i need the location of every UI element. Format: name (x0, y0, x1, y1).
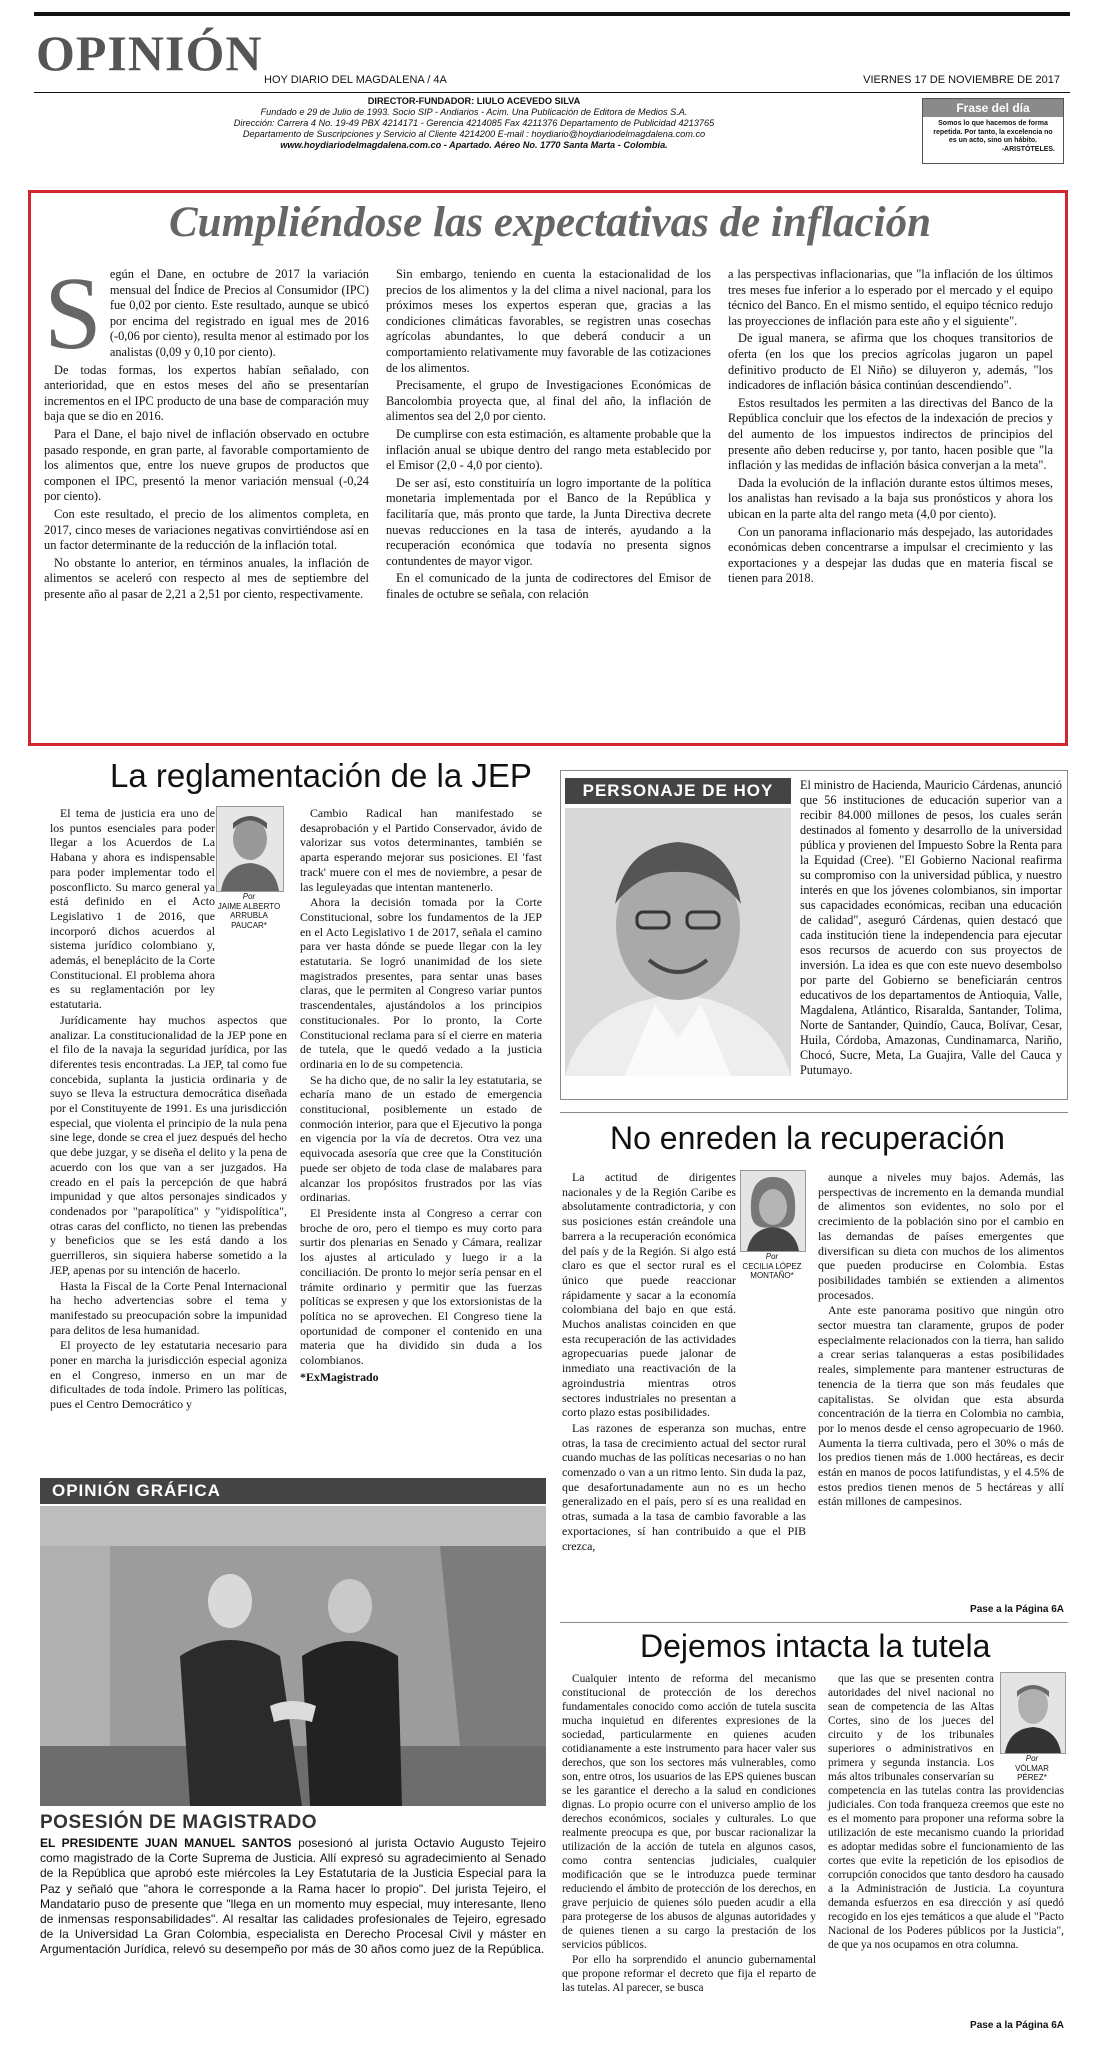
editorial-dropcap: S (44, 256, 102, 371)
jep-paragraph: Ahora la decisión tomada por la Corte Constitucional, sobre los fundamentos de la JEP en el Acto Legislativo 1 de 2017, señala el camino para ver hasta dónde se puede llegar con la ley estatutaria. Se logró unanimidad de los siete magistrados presentes, para sentar unas bases claras, que le permiten al Congreso variar puntos trascendentales, ajustándolos a los principios constitucionales. Por lo pronto, la Corte Constitucional reclama para sí el cierre en materia de tutela, que le quedó vedado a la justicia ordinaria en lo de su competencia. (300, 895, 542, 1071)
tutela-column-2 (828, 1672, 1064, 1953)
info-line-1: Fundado e 29 de Julio de 1993. Socio SIP - Andiarios - Acim. Una Publicación de Editora de Medios S.A. (260, 107, 688, 117)
editorial-paragraph: De igual manera, se afirma que los choques transitorios de oferta (en los que los precios agrícolas jugaron un papel definitivo producto de El Niño) se diluyeron y, además, "los indicadores de inflación básica continúan descendiendo". (728, 331, 1053, 393)
quote-of-day-box (922, 98, 1064, 164)
grafica-photo (40, 1506, 546, 1806)
info-line-4: www.hoydiariodelmagdalena.com.co - Apartado. Aéreo No. 1770 Santa Marta - Colombia. (280, 140, 668, 150)
jep-footnote: *ExMagistrado (300, 1369, 379, 1384)
recuperacion-title: No enreden la recuperación (610, 1120, 1005, 1156)
editorial-paragraph: Para el Dane, el bajo nivel de inflación observado en octubre pasado responde, en gran parte, al favorable comportamiento de los alimentos que, entre los nueve grupos de productos que componen el IPC, presentó la menor variación mensual (-0,24 por ciento). (44, 426, 369, 504)
byline-author: CECILIA LÓPEZ MONTAÑO* (742, 1261, 802, 1280)
jep-paragraph: Hasta la Fiscal de la Corte Penal Internacional ha hecho advertencias sobre el tema y manifestado su preocupación sobre la impunidad para delitos de lesa humanidad. (50, 1278, 287, 1337)
editorial-paragraph: De cumplirse con esta estimación, es altamente probable que la inflación anual se ubique dentro del rango meta establecido por el Emisor (2,0 - 4,0 por ciento). (386, 426, 711, 473)
editorial-paragraph: En el comunicado de la junta de codirectores del Emisor de finales de octubre se señala, con relación (386, 571, 711, 601)
handshake-photo-icon (40, 1506, 546, 1806)
byline-label: Por (765, 1252, 779, 1261)
jep-column-2 (300, 806, 542, 1384)
editorial-paragraph: Sin embargo, teniendo en cuenta la estacionalidad de los precios de los alimentos y la del clima a nivel nacional, para los próximos meses los expertos esperan que, gracias a las condiciones climáticas favorables, se registren unas cosechas agrícolas abundantes, lo que deberá conducir a un comportamiento relativamente muy favorable de las cotizaciones de los alimentos. (386, 267, 711, 375)
personaje-text: El ministro de Hacienda, Mauricio Cárdenas, anunció que 56 instituciones de educación superior van a recibir 84.000 millones de pesos, los cuales serán destinados al fomento y desarrollo de la universidad pública y provienen del Impuesto Sobre la Renta para la Equidad (Cree). "El Gobierno Nacional reafirma su compromiso con la universidad pública, y nuestro interés en que los jóvenes colombianos, sin importar sus capacidades económicas, reciban una educación de calidad", aseguró Cárdenas, quien destacó que cada institución tiene la independencia para ejecutar esos recursos de acuerdo con sus proyectos de inversión. La idea es que con este nuevo desembolso por parte del Gobierno se beneficiarán centros educativos de los departamentos de Antioquia, Valle, Magdalena, Atlántico, Risaralda, Santander, Tolima, Norte de Santander, Quindío, Cauca, Bolívar, Cesar, Huila, Córdoba, Amazonas, Cundinamarca, Nariño, Chocó, Sucre, Meta, La Guajira, Valle del Cauca y Putumayo. (800, 778, 1062, 1077)
masthead-rule (34, 92, 1070, 93)
quote-of-day-text: Somos lo que hacemos de forma repetida. Por tanto, la excelencia no es un acto, sino un hábito. (933, 120, 1053, 144)
recuperacion-paragraph: Ante este panorama positivo que ningún otro sector muestra tan claramente, grupos de poder especialmente relacionados con la tierra, han salido a crear serias talanqueras a estas posibilidades reales, simplemente para mantener estructuras de tenencia de la tierra que son más feudales que capitalistas. Se olvidan que esta absurda concentración de la tierra en Colombia no cambia, por lo menos desde el censo agropecuario de 1960. Aumenta la tierra cultivada, pero el 30% o más de los predios tienen más de 1.000 hectáreas, es decir están en manos de pocos latifundistas, y el 4.5% de estos predios tienen menos de 5 hectáreas y allí están millones de campesinos. (818, 1303, 1064, 1509)
byline-label: Por (242, 892, 256, 901)
tutela-column-1 (562, 1672, 816, 1996)
recuperacion-paragraph: Las razones de esperanza son muchas, entre otras, la tasa de crecimiento actual del sector rural cuando muchas de las políticas necesarias o no han comenzado o van a un ritmo lento. Sin duda la paz, que desafortunadamente aun no es un hecho generalizado en el país, pero sí es una realidad en otras, sumada a la tasa de cambio favorable a las exportaciones, sí han contribuido a que el PIB crezca, (562, 1420, 806, 1553)
section-title: OPINIÓN (36, 25, 263, 81)
recuperacion-paragraph: La actitud de dirigentes nacionales y de la Región Caribe es absolutamente contradictoria, y con sus posiciones están creándole una barrera a la recuperación económica del país y de la Región. Si algo está claro es que el sector rural es el único que puede reaccionar rápidamente y sacar a la economía colombiana del bajo en que está. Muchos analistas coinciden en que esta recuperación de las actividades agropecuarias puede jalonar de inmediato una reactivación de la agroindustria mientras otros sectores industriales no presentan a corto plazo estas posibilidades. (562, 1170, 736, 1420)
editorial-paragraph: De todas formas, los expertos habían señalado, con anterioridad, que en estos meses del año se presentarían incrementos en el IPC producto de una base de comparación muy baja que se dio en 2016. (44, 362, 369, 424)
grafica-caption-text: posesionó al jurista Octavio Augusto Tejeiro como magistrado de la Corte Suprema de Justicia. Allí expresó su agradecimiento al Senado de la República que aprobó este miércoles la Ley Estatutaria de la Justicia Especial para la Paz y señaló que "ahora le corresponde a la Rama hacer lo propio". Del jurista Tejeiro, el Mandatario puso de presente que "llega en un momento muy especial, muy interesante, lleno de inmensas responsabilidades". Al resaltar las calidades profesionales de Tejeiro, egresado de la Universidad La Gran Colombia, especialista en Derecho Procesal Civil y máster en Argumentación Jurídica, relevó su desempeño por más de 30 años como juez de la República. (40, 1836, 546, 1957)
jep-paragraph: Cambio Radical han manifestado se desaprobación y el Partido Conservador, ávido de valorizar sus votos determinantes, también se aparta esperando mejorar sus posiciones. El 'fast track' muere con el mes de noviembre, a pesar de las leguleyadas que intentan mantenerlo. (300, 806, 542, 894)
grafica-caption-lead: EL PRESIDENTE JUAN MANUEL SANTOS (40, 1836, 292, 1850)
tutela-paragraph: Por ello ha sorprendido el anuncio gubernamental que propone reformar el decreto que fija el reparto de las tutelas. Al parecer, se busca (562, 1954, 816, 1994)
info-line-2: Dirección: Carrera 4 No. 19-49 PBX 4214171 - Gerencia 4214085 Fax 4211376 Departamento de Publicidad 4213765 (233, 118, 715, 128)
tutela-paragraph: que las que se presenten contra autoridades del nivel nacional no sean de competencia de las Altas Cortes, sino de los jueces del circuito y de los tribunales superiores o administrativos en primera y segunda instancia. Los más altos tribunales conservarían su competencia en las tutelas contra las providencias judiciales. Con toda franqueza creemos que este no es el momento para proponer una reforma sobre la utilización de este mecanismo cuando la prioridad es adoptar medidas sobre el funcionamiento de las cortes que evite la repetición de los episodios de corrupción conocidos que tanto desdoro ha causado a la Administración de Justicia. La coyuntura demanda esfuerzos en esa dirección y así quedó recogido en los ejes temáticos a que alude el "Pacto Nacional de los Poderes públicos por la Justicia", de que ya nos ocupamos en otra columna. (828, 1673, 1064, 1951)
editorial-column-2 (386, 267, 711, 604)
grafica-title: POSESIÓN DE MAGISTRADO (40, 1812, 318, 1833)
personaje-banner: PERSONAJE DE HOY (565, 778, 791, 804)
editorial-column-1 (44, 256, 369, 604)
editorial-paragraph: No obstante lo anterior, en términos anuales, la inflación de alimentos se aceleró con respecto al mes de septiembre del presente año al pasar de 2,21 a 2,51 por ciento, respectivamente. (44, 555, 369, 601)
quote-of-day-title: Frase del día (923, 99, 1063, 117)
masthead (34, 12, 1070, 164)
publisher-info (174, 96, 774, 151)
editorial-paragraph: egún el Dane, en octubre de 2017 la variación mensual del Índice de Precios al Consumidor (IPC) fue 0,02 por ciento. Este resultado, aunque se ubicó por encima del registrado en igual mes de 2016 (-0,06 por ciento), resulta menor al estimado por los analistas (0,09 y 0,10 por ciento). (109, 267, 369, 359)
recuperacion-continue-link[interactable]: Pase a la Página 6A (970, 1604, 1064, 1615)
tutela-top-rule (560, 1622, 1068, 1623)
photo-float-spacer (994, 1672, 1064, 1782)
editorial-paragraph: De ser así, esto constituiría un logro importante de la política monetaria implementada por el Banco de la República y facilitaría que, más pronto que tarde, la Junta Directiva decrete nuevas reducciones en la tasa de interés, ayudando a la recuperación económica que todavía no presenta signos contundentes de mayor vigor. (386, 475, 711, 568)
masthead-top-rule (34, 12, 1070, 16)
editorial-paragraph: Dada la evolución de la inflación durante estos últimos meses, los analistas han revisado a la baja sus pronósticos y ahora los ubican en la parte alta del rango meta (4,0 por ciento). (728, 475, 1053, 521)
issue-date: VIERNES 17 DE NOVIEMBRE DE 2017 (863, 74, 1060, 86)
tutela-continue-link[interactable]: Pase a la Página 6A (970, 2020, 1064, 2031)
paper-page-label: HOY DIARIO DEL MAGDALENA / 4A (264, 74, 447, 86)
jep-paragraph: El Presidente insta al Congreso a cerrar con broche de oro, pero el tiempo es muy corto para surtir dos plenarias en Senado y Cámara, realizar los ajustes al articulado y luego ir a la conciliación. De pronto lo mejor sería pensar en el trámite ordinario y permitir que las fuerzas políticas se expresen y que los extorsionistas de la política no se aprovechen. El Congreso tiene la oportunidad de componer el contenido en una materia que ha dividido sin duda a los colombianos. (300, 1205, 542, 1368)
jep-paragraph: Jurídicamente hay muchos aspectos que analizar. La constitucionalidad de la JEP pone en el filo de la navaja la seguridad jurídica, por las diferentes tesis encontradas. La JEP, tal como fue concebida, suplanta la justicia ordinaria y de suyo se lleva la estructura democrática diseñada por el Constituyente de 1991. Es una jurisdicción especial, que violenta el principio de la nula pena sine lege, donde se crea el juez después del hecho que debe juzgar, y se diseña el delito y la pena de acuerdo con los que van a ser juzgados. Ha creado en el país la percepción de que habrá impunidad y que altos personajes sindicados y condenados por "parapolítica" y "yidispolítica", otras caras del conflicto, no tienen las prebendas y beneficios que se les está dando a los guerrilleros, sin siquiera haberse sometido a la JEP, apenas por su intención de hacerlo. (50, 1012, 287, 1277)
recuperacion-top-rule (560, 1112, 1068, 1113)
jep-paragraph: El proyecto de ley estatutaria necesario para poner en marcha la jurisdicción especial agoniza en el Congreso, inmerso en un mar de dificultades de toda índole. Primero las políticas, pues el Centro Democrático y (50, 1338, 287, 1412)
grafica-caption (40, 1836, 546, 1958)
jep-column-1 (50, 806, 287, 1413)
editorial-paragraph: a las perspectivas inflacionarias, que "la inflación de los últimos tres meses fue inferior a lo esperado por el mercado y el equipo técnico del Banco. En el mismo sentido, el equipo técnico redujo las proyecciones de inflación para este año y el siguiente". (728, 267, 1053, 328)
grafica-banner: OPINIÓN GRÁFICA (40, 1478, 546, 1504)
byline-label: Por (1025, 1754, 1039, 1763)
minister-portrait-icon (565, 808, 791, 1076)
editorial-paragraph: Con un panorama inflacionario más despejado, las autoridades económicas deben concentrarse a impulsar el crecimiento y las exportaciones y a despejar las dudas que en materia fiscal se tienen para 2018. (728, 524, 1053, 586)
recuperacion-column-1 (562, 1170, 806, 1554)
info-line-3: Departamento de Suscripciones y Servicio al Cliente 4214200 E-mail : hoydiario@hoydiariodelmagdalena.com.co (242, 129, 706, 139)
jep-title: La reglamentación de la JEP (110, 757, 532, 794)
editorial-title: Cumpliéndose las expectativas de inflación (168, 199, 931, 246)
jep-paragraph: Se ha dicho que, de no salir la ley estatutaria, se echaría mano de un estado de emergencia constitucional, posiblemente un estado de conmoción interior, para que el Ejecutivo la ponga en vigencia por la vía de decretos. Otra vez una equivocada asesoría que cree que la Constitución puede ser objeto de toda clase de malabares para alcanzar los propósitos frustrados por las vías ordinarias. (300, 1072, 542, 1205)
editorial-paragraph: Estos resultados les permiten a las directivas del Banco de la República concluir que los efectos de la indexación de precios y del aumento de los impuestos indirectos de principios del presente año deben reducirse y, por tanto, hacen posible que "la inflación y las medidas de inflación básica converjan a la meta". (728, 395, 1053, 473)
tutela-title: Dejemos intacta la tutela (640, 1628, 991, 1664)
director-line: DIRECTOR-FUNDADOR: LIULO ACEVEDO SILVA (367, 96, 581, 106)
byline-author: VÓLMAR PÉREZ* (1015, 1763, 1049, 1782)
byline-author: JAIME ALBERTO ARRUBLA PAUCAR* (217, 901, 281, 930)
quote-of-day-author: -ARISTÓTELES. (1001, 145, 1055, 153)
recuperacion-column-2 (818, 1170, 1064, 1510)
recuperacion-paragraph: aunque a niveles muy bajos. Además, las perspectivas de incremento en la demanda mundial de alimentos son evidentes, no solo por el crecimiento de la población sino por el cambio en las demandas de países emergentes que diversifican su dieta con muchos de los alimentos que pueden producirse en Colombia. Estas posibilidades también se extienden a alimentos procesados. (818, 1170, 1064, 1302)
tutela-paragraph: Cualquier intento de reforma del mecanismo constitucional de protección de los derechos fundamentales conocido como acción de tutela suscita mucha inquietud en diferentes expresiones de la sociedad, particularmente en quienes acuden cotidianamente a este instrumento para hacer valer sus derechos, que son los sectores más vulnerables, como son, entre otros, los usuarios de las EPS quienes buscan se les garantice el derecho a la salud en condiciones dignas. Lo propio ocurre con el universo amplio de los derechos económicos, sociales y culturales. Lo que realmente preocupa es que, por buscar racionalizar la utilización de la acción de tutela en algunos casos, como contra sentencias judiciales, cualquier modificación que se le introduzca puede terminar reduciendo el ámbito de protección de los derechos, en grave perjuicio de quienes sólo pueden acudir a ella para protegerse de los abusos de algunas autoridades y de quienes tienen a su cargo la prestación de los servicios públicos. (562, 1673, 816, 1951)
editorial-paragraph: Precisamente, el grupo de Investigaciones Económicas de Bancolombia proyecta que, al final del año, la inflación de alimentos sea del 2,0 por ciento. (386, 378, 711, 424)
personaje-photo (565, 808, 791, 1076)
editorial-column-3 (728, 267, 1053, 589)
jep-paragraph: El tema de justicia era uno de los puntos esenciales para poder llegar a los Acuerdos de La Habana y ahora es indispensable para poder implementar todo el posconflicto. Su marco general ya está definido en el Acto Legislativo 1 de 2016, que incorporó dichos acuerdos al sistema jurídico colombiano y, además, el beneplácito de la Corte Constitucional. El problema ahora es su reglamentación por ley estatutaria. (50, 806, 215, 1012)
editorial-paragraph: Con este resultado, el precio de los alimentos completa, en 2017, cinco meses de variaciones negativas convirtiéndose así en un factor determinante de la reducción de la inflación total. (44, 506, 369, 553)
